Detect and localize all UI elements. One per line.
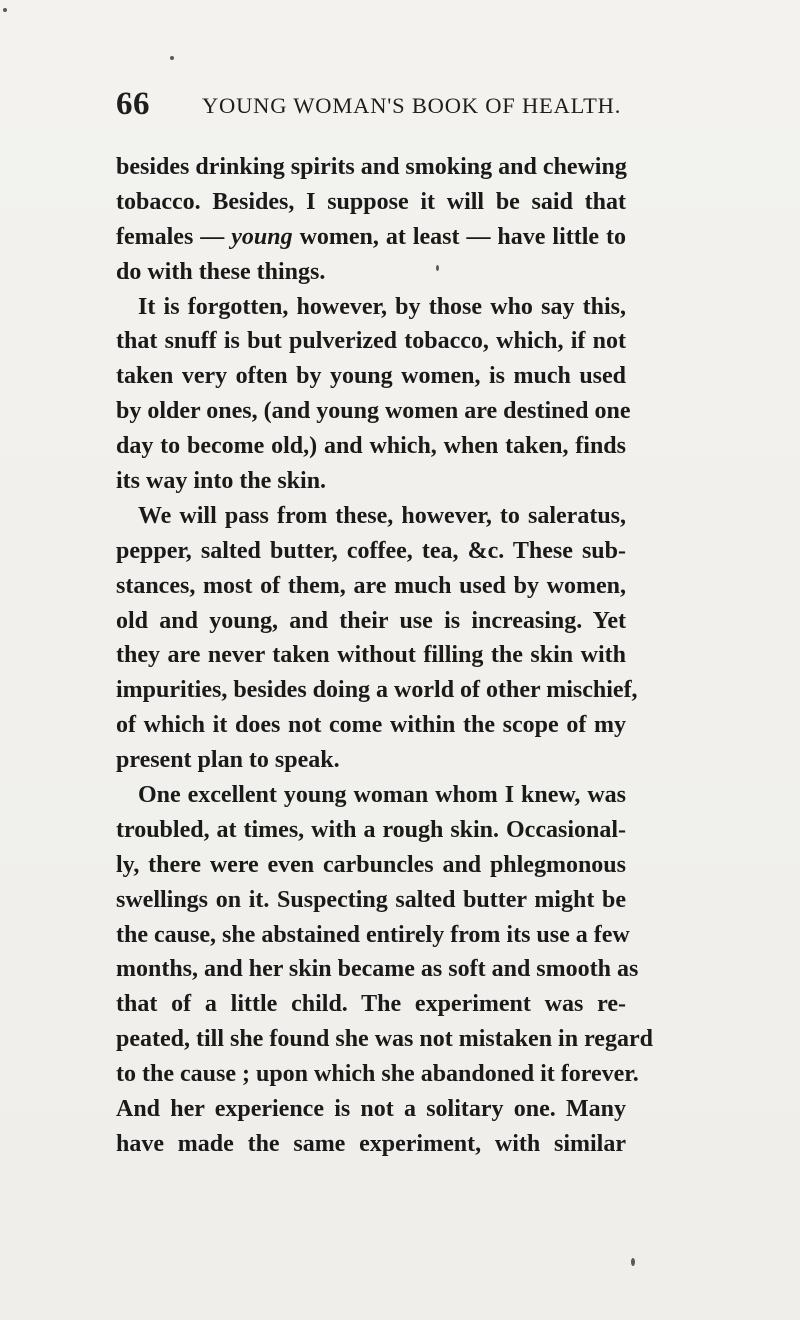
text-line: of which it does not come within the scope of my <box>116 712 626 739</box>
scan-speck <box>3 8 7 12</box>
text-line: they are never taken without filling the skin with <box>116 642 626 669</box>
text-line: taken very often by young women, is much used <box>116 363 626 390</box>
text-line: One excellent young woman whom I knew, was <box>138 782 626 809</box>
emphasized-word: young <box>231 223 293 250</box>
text-line: day to become old,) and which, when taken, finds <box>116 433 626 460</box>
page-number: 66 <box>116 86 150 122</box>
text-line: It is forgotten, however, by those who say this, <box>138 293 626 320</box>
text-line: have made the same experiment, with similar <box>116 1130 626 1157</box>
text-line: ly, there were even carbuncles and phlegmonous <box>116 851 626 878</box>
running-head <box>116 86 636 126</box>
text-line: that snuff is but pulverized tobacco, which, if not <box>116 328 626 355</box>
body-text <box>116 150 653 1162</box>
text-line: stances, most of them, are much used by women, <box>116 572 626 599</box>
text-line: months, and her skin became as soft and smooth as <box>116 956 639 983</box>
text-line: the cause, she abstained entirely from its use a few <box>116 921 630 948</box>
text-line: besides drinking spirits and smoking and chewing <box>116 154 627 180</box>
text-line: And her experience is not a solitary one. Many <box>116 1096 626 1123</box>
text-line-mixed <box>116 220 626 255</box>
running-title: YOUNG WOMAN'S BOOK OF HEALTH. <box>202 93 622 118</box>
text-segment: women, at least — have little to <box>292 223 627 250</box>
text-line: do with these things. <box>116 258 326 285</box>
text-line: by older ones, (and young women are destined one <box>116 398 631 425</box>
text-line: We will pass from these, however, to saleratus, <box>138 502 626 529</box>
scan-speck <box>170 56 174 60</box>
text-line: that of a little child. The experiment was re- <box>116 991 626 1018</box>
text-line: impurities, besides doing a world of other mischief, <box>116 677 638 704</box>
text-line: peated, till she found she was not mistaken in regard <box>116 1026 653 1053</box>
scan-speck <box>631 1258 635 1266</box>
scan-speck <box>436 265 439 271</box>
text-line: pepper, salted butter, coffee, tea, &c. These sub- <box>116 537 626 564</box>
text-line: tobacco. Besides, I suppose it will be said that <box>116 188 626 215</box>
text-line: to the cause ; upon which she abandoned it forever. <box>116 1061 639 1088</box>
text-line: present plan to speak. <box>116 747 340 774</box>
text-line: old and young, and their use is increasing. Yet <box>116 607 626 634</box>
text-segment: females — <box>116 223 232 250</box>
text-line: its way into the skin. <box>116 468 327 495</box>
text-line: swellings on it. Suspecting salted butter might be <box>116 886 626 913</box>
text-line: troubled, at times, with a rough skin. Occasional- <box>116 816 626 843</box>
